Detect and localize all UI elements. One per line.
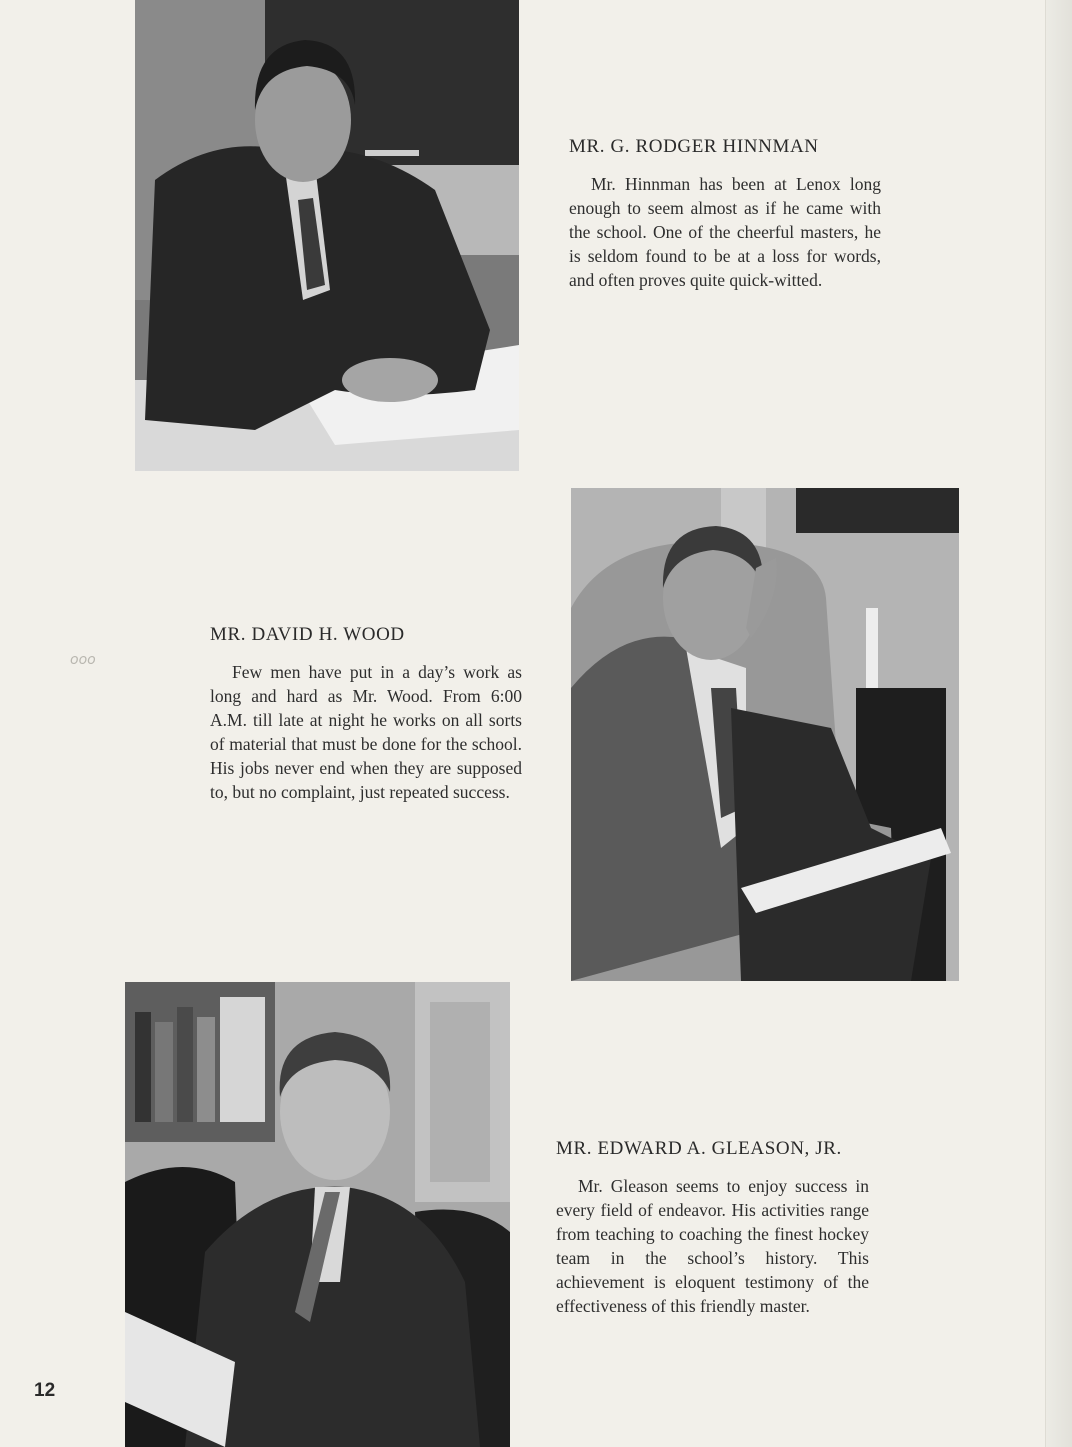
- hinnman-bio-text: Mr. Hinnman has been at Lenox long enough to seem almost as if he came with the school. One of the cheerful masters, he is seldom found to be at a loss for words, and often proves quite quick-witted.: [569, 174, 881, 290]
- hinnman-photo: [135, 0, 519, 471]
- wood-name: MR. DAVID H. WOOD: [210, 624, 405, 645]
- wood-photo: [571, 488, 959, 981]
- page-number: 12: [34, 1380, 56, 1401]
- wood-bio: [210, 624, 522, 804]
- gleason-bio-text: Mr. Gleason seems to enjoy success in every field of endeavor. His activities range from teaching to coaching the finest hockey team in the school’s history. This achievement is eloquent testimony of the effectiveness of this friendly master.: [556, 1176, 869, 1316]
- gleason-name: MR. EDWARD A. GLEASON, JR.: [556, 1138, 842, 1159]
- gleason-photo: [125, 982, 510, 1447]
- wood-bio-text: Few men have put in a day’s work as long and hard as Mr. Wood. From 6:00 A.M. till late at night he works on all sorts of material that must be done for the school. His jobs never end when they are supposed to, but no complaint, just repeated success.: [210, 662, 522, 802]
- page-edge: [1045, 0, 1072, 1447]
- hinnman-name: MR. G. RODGER HINNMAN: [569, 136, 819, 157]
- hinnman-bio: [569, 136, 881, 292]
- pencil-mark: ooo: [70, 652, 96, 668]
- gleason-bio: [556, 1138, 869, 1318]
